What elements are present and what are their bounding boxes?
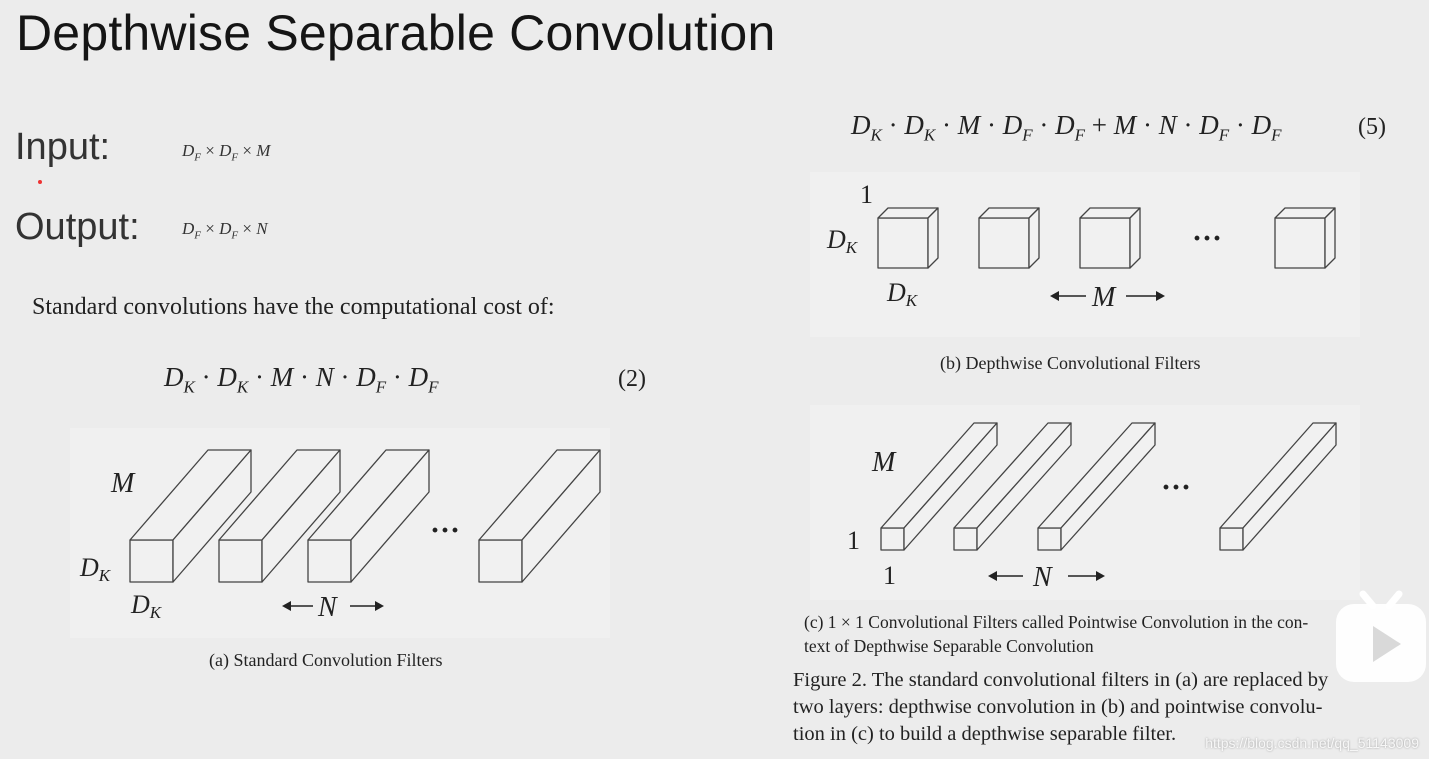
- input-label: Input:: [15, 126, 111, 168]
- player-play-button[interactable]: [1333, 582, 1429, 686]
- depthwise-height-sub: K: [845, 238, 858, 257]
- svg-text:DK: [886, 278, 919, 310]
- pointwise-ellipsis: ···: [1161, 471, 1192, 504]
- standard-caption: (a) Standard Convolution Filters: [209, 650, 443, 670]
- standard-cost-equation: $D_K \cdot D_K \cdot M \cdot N \cdot D_F \cdot D_F$: [164, 362, 439, 397]
- output-label: Output:: [15, 206, 140, 248]
- pointwise-count-arrow: [988, 562, 1105, 593]
- standard-description: Standard convolutions have the computational cost of:: [32, 294, 555, 320]
- pointwise-width-label: 1: [883, 561, 896, 590]
- play-icon[interactable]: [1333, 582, 1429, 686]
- depthwise-count-arrow: [1050, 282, 1165, 313]
- watermark-url: https://blog.csdn.net/qq_51143009: [1205, 735, 1419, 751]
- depthwise-width-sub: K: [905, 291, 918, 310]
- depthwise-width-label: D: [887, 278, 906, 307]
- depthwise-depth-label: 1: [860, 180, 873, 209]
- input-expression: $D_F \times D_F \times M$: [182, 141, 271, 164]
- depthwise-filter-m: [1275, 208, 1335, 268]
- standard-height-label: D: [80, 553, 99, 582]
- standard-width-sub: K: [149, 603, 162, 622]
- figure-caption-line2: two layers: depthwise convolution in (b) and pointwise convolu-: [793, 696, 1323, 718]
- pointwise-count-label: N: [1033, 562, 1052, 593]
- equation-number-5: (5): [1358, 114, 1386, 140]
- depthwise-filter-2: [979, 208, 1039, 268]
- standard-height-sub: K: [98, 566, 111, 585]
- svg-text:DK: [826, 225, 859, 257]
- depthwise-height-label: D: [827, 225, 846, 254]
- depthwise-ellipsis: ···: [1192, 222, 1223, 255]
- equation-number-2: (2): [618, 366, 646, 392]
- figure-caption-line3: tion in (c) to build a depthwise separable filter.: [793, 723, 1177, 745]
- depthwise-filter-1: [878, 208, 938, 268]
- standard-count-label: N: [318, 592, 337, 623]
- separable-cost-equation: $D_K \cdot D_K \cdot M \cdot D_F \cdot D_F + M \cdot N \cdot D_F \cdot D_F$: [851, 110, 1282, 145]
- pointwise-filter-n: [1220, 423, 1336, 550]
- pointwise-depth-label: M: [872, 447, 896, 478]
- standard-width-label: D: [131, 590, 150, 619]
- figure-caption-line1: Figure 2. The standard convolutional filters in (a) are replaced by: [793, 669, 1329, 691]
- standard-ellipsis: ···: [430, 514, 461, 547]
- page-title: Depthwise Separable Convolution: [16, 5, 776, 61]
- depthwise-caption: (b) Depthwise Convolutional Filters: [940, 353, 1201, 373]
- standard-depth-label: M: [111, 468, 135, 499]
- pointwise-caption-line2: text of Depthwise Separable Convolution: [804, 636, 1094, 656]
- depthwise-filter-3: [1080, 208, 1140, 268]
- output-expression: $D_F \times D_F \times N$: [182, 219, 268, 242]
- pointwise-height-label: 1: [847, 526, 860, 555]
- depthwise-count-label: M: [1092, 282, 1116, 313]
- pointwise-caption-line1: (c) 1 × 1 Convolutional Filters called Pointwise Convolution in the con-: [804, 612, 1309, 632]
